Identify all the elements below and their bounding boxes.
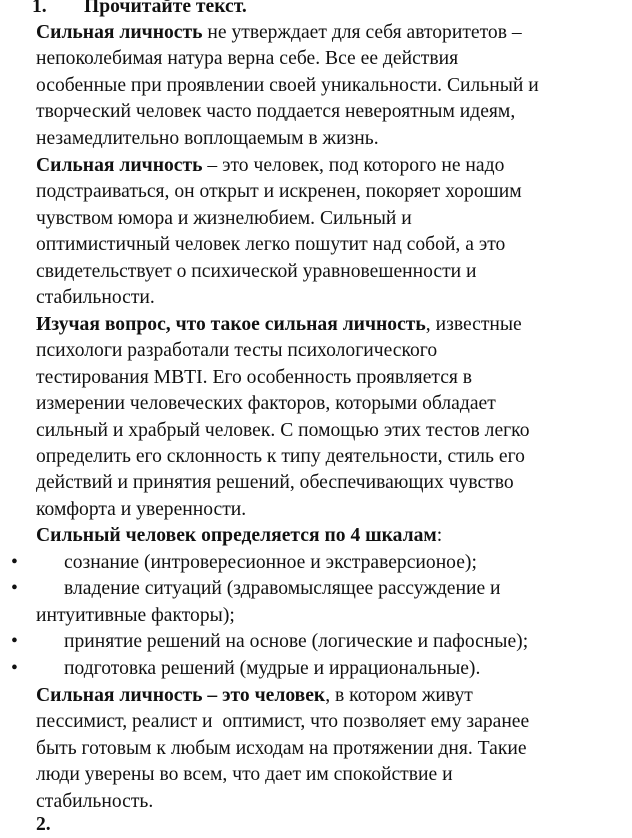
text-run: незамедлительно воплощаемым в жизнь.: [36, 127, 379, 149]
text-line: [0, 232, 632, 258]
text-run: – это человек, под которого не надо: [202, 155, 505, 176]
list-item: [0, 550, 632, 576]
text-line: [0, 444, 632, 470]
list-item-text: подготовка решений (мудрые и иррациональные).: [64, 657, 481, 679]
text-run: подстраиваться, он открыт и искренен, покоряет хорошим: [36, 181, 522, 203]
scales-title: Сильный человек определяется по 4 шкалам: [36, 525, 437, 546]
scales-heading-line: [0, 523, 632, 549]
text-run: творческий человек часто поддается невероятным идеям,: [36, 101, 516, 123]
task-number: 1.: [32, 0, 47, 17]
list-item-text: интуитивные факторы);: [36, 604, 235, 626]
text-line: [0, 497, 632, 523]
text-run: не утверждает для себя авторитетов –: [202, 22, 522, 43]
text-line: [0, 99, 632, 125]
text-line: [0, 391, 632, 417]
bullet-marker: •: [11, 631, 18, 653]
text-line: [0, 365, 632, 391]
text-line: [0, 259, 632, 285]
text-line: [0, 683, 632, 709]
text-run: сильный и храбрый человек. С помощью этих тестов легко: [36, 419, 530, 441]
text-line: [0, 789, 632, 815]
text-line: [0, 285, 632, 311]
list-item: [0, 603, 632, 629]
text-run: , в котором живут: [325, 685, 473, 706]
text-line: [0, 46, 632, 72]
text-run: тестирования MBTI. Его особенность проявляется в: [36, 366, 473, 388]
list-item: [0, 576, 632, 602]
text-line: [0, 312, 632, 338]
text-line: [0, 153, 632, 179]
text-line: [0, 338, 632, 364]
text-run: измерении человеческих факторов, которыми обладает: [36, 393, 496, 415]
bold-term: Сильная личность – это человек: [36, 685, 326, 706]
text-line: [0, 736, 632, 762]
list-item: [0, 656, 632, 682]
paragraph-final: [0, 683, 632, 815]
task-heading: [32, 0, 247, 20]
paragraph-2: [0, 153, 632, 311]
text-run: особенные при проявлении своей уникальности. Сильный и: [36, 74, 539, 96]
text-line: [0, 762, 632, 788]
text-run: стабильности.: [36, 286, 155, 308]
bullet-marker: •: [11, 552, 18, 573]
list-item: [0, 629, 632, 655]
task-title: Прочитайте текст.: [84, 0, 247, 17]
text-line: [0, 206, 632, 232]
text-line: [0, 470, 632, 496]
bold-term: Изучая вопрос, что такое сильная личность: [36, 314, 426, 335]
text-line: [0, 418, 632, 444]
text-run: пессимист, реалист и оптимист, что позволяет ему заранее: [36, 711, 530, 733]
list-item-text: владение ситуаций (здравомыслящее рассуждение и: [64, 578, 501, 600]
scales-list: [0, 550, 632, 682]
text-line: [0, 709, 632, 735]
paragraph-1: [0, 20, 632, 152]
bullet-marker: •: [11, 657, 18, 679]
text-run: свидетельствует о психической уравновешенности и: [36, 260, 477, 282]
text-line: [0, 20, 632, 46]
scales-colon: :: [436, 525, 443, 546]
next-task-number-cut-off: 2.: [36, 814, 51, 835]
text-run: чувством юмора и жизнелюбием. Сильный и: [36, 207, 412, 229]
list-item-text: сознание (интровересионное и экстраверсионое);: [64, 552, 477, 573]
text-run: непоколебимая натура верна себе. Все ее действия: [36, 48, 459, 70]
text-run: определить его склонность к типу деятельности, стиль его: [36, 445, 525, 467]
bold-term: Сильная личность: [36, 155, 203, 176]
bold-term: Сильная личность: [36, 22, 203, 43]
text-run: действий и принятия решений, обеспечивающих чувство: [36, 472, 514, 494]
text-run: оптимистичный человек легко пошутит над собой, а это: [36, 234, 506, 256]
text-run: психологи разработали тесты психологического: [36, 340, 438, 362]
text-line: [0, 179, 632, 205]
text-run: комфорта и уверенности.: [36, 498, 247, 520]
text-run: люди уверены во всем, что дает им спокойствие и: [36, 764, 453, 786]
text-run: быть готовым к любым исходам на протяжении дня. Такие: [36, 737, 527, 759]
text-run: , известные: [425, 314, 522, 335]
bullet-marker: •: [11, 578, 18, 600]
text-line: [0, 73, 632, 99]
list-item-text: принятие решений на основе (логические и пафосные);: [64, 631, 529, 653]
text-run: стабильность.: [36, 790, 154, 812]
text-line: [0, 126, 632, 152]
paragraph-3: [0, 312, 632, 523]
